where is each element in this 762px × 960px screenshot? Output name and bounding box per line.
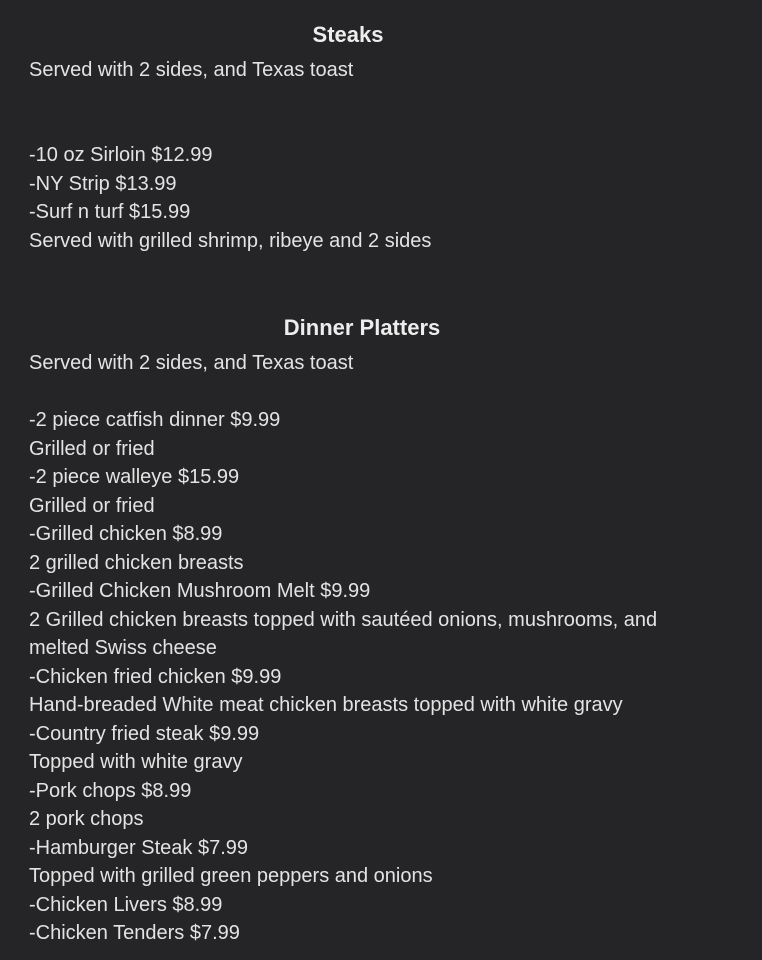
dinner-platters-heading: Dinner Platters <box>283 315 441 340</box>
platter-item-country-fried-steak: -Country fried steak $9.99 <box>29 723 260 745</box>
platter-item-hamburger-steak-desc: Topped with grilled green peppers and onions <box>29 865 433 887</box>
platter-item-chicken-tenders: -Chicken Tenders $7.99 <box>29 922 240 944</box>
steaks-item-surf-n-turf-desc: Served with grilled shrimp, ribeye and 2 sides <box>29 230 432 252</box>
steaks-item-surf-n-turf: -Surf n turf $15.99 <box>29 201 191 223</box>
platter-item-country-fried-steak-desc: Topped with white gravy <box>29 751 243 773</box>
platter-item-mushroom-melt: -Grilled Chicken Mushroom Melt $9.99 <box>29 580 371 602</box>
platter-item-walleye-desc: Grilled or fried <box>29 495 155 517</box>
platter-item-hamburger-steak: -Hamburger Steak $7.99 <box>29 837 249 859</box>
platter-item-mushroom-melt-desc: 2 Grilled chicken breasts topped with sautéed onions, mushrooms, and <box>29 609 658 631</box>
platter-item-pork-chops-desc: 2 pork chops <box>29 808 144 830</box>
platter-item-walleye: -2 piece walleye $15.99 <box>29 466 240 488</box>
steaks-item-sirloin: -10 oz Sirloin $12.99 <box>29 144 213 166</box>
platter-item-grilled-chicken: -Grilled chicken $8.99 <box>29 523 223 545</box>
platter-item-chicken-fried-chicken: -Chicken fried chicken $9.99 <box>29 666 282 688</box>
platter-item-chicken-livers: -Chicken Livers $8.99 <box>29 894 223 916</box>
platter-item-chicken-fried-chicken-desc: Hand-breaded White meat chicken breasts topped with white gravy <box>29 694 623 716</box>
steaks-subtitle: Served with 2 sides, and Texas toast <box>29 59 354 81</box>
platter-item-catfish-desc: Grilled or fried <box>29 438 155 460</box>
platter-item-mushroom-melt-desc-cont: melted Swiss cheese <box>29 637 217 659</box>
platter-item-catfish: -2 piece catfish dinner $9.99 <box>29 409 281 431</box>
platter-item-pork-chops: -Pork chops $8.99 <box>29 780 192 802</box>
dinner-platters-subtitle: Served with 2 sides, and Texas toast <box>29 352 354 374</box>
platter-item-grilled-chicken-desc: 2 grilled chicken breasts <box>29 552 244 574</box>
steaks-heading: Steaks <box>312 22 384 47</box>
steaks-item-ny-strip: -NY Strip $13.99 <box>29 173 177 195</box>
